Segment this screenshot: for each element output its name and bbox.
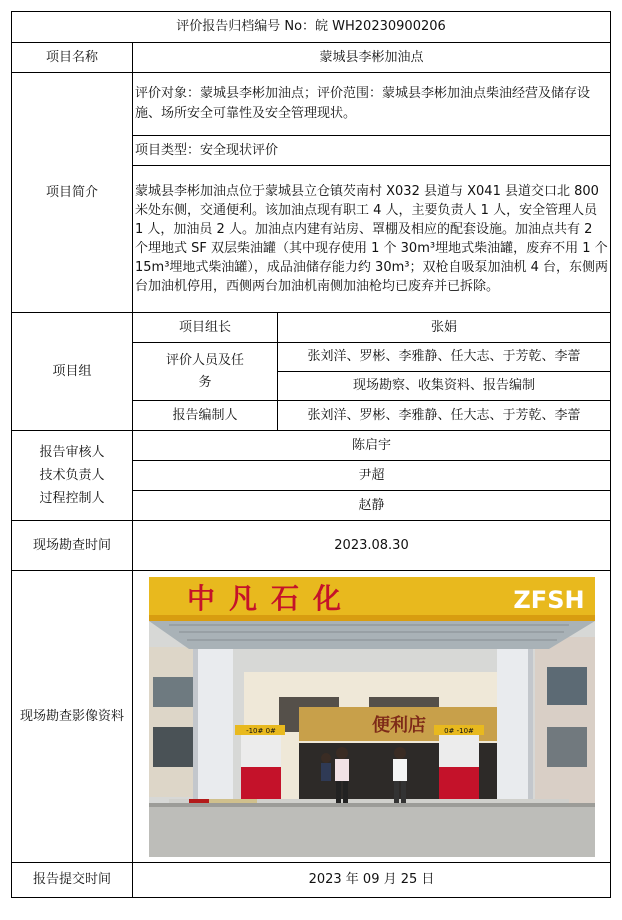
- project-description-text: 蒙城县李彬加油点位于蒙城县立仓镇芡南村 X032 县道与 X041 县道交口北 800 米处东侧，交通便利。该加油点现有职工 4 人，主要负责人 1 人，安全管理人员 1 人，加油员 2 人。加油点内建有站房、罩棚及相应的配套设施。加油点共有 2 个埋地式 SF 双层柴油罐（其中现存使用 1 个 30m³埋地式柴油罐，废弃不用 1 个 15m³埋地式柴油罐），成品油储存能力约 30m³；双枪自吸泵加油机 4 台，东侧两台加油机停用，西侧两台加油机南侧加油枪均已废弃并已拆除。: [133, 166, 611, 313]
- archive-number: 评价报告归档编号 No：皖 WH20230900206: [12, 12, 611, 43]
- project-scope-row: [12, 73, 611, 136]
- survey-photo-label: 现场勘查影像资料: [12, 571, 133, 863]
- survey-time-label: 现场勘查时间: [12, 521, 133, 571]
- project-type-text: 项目类型：安全现状评价: [133, 136, 611, 166]
- reviewer-value: 陈启宇: [133, 431, 611, 461]
- evaluation-report-form: [11, 11, 611, 898]
- process-controller-value: 赵静: [133, 491, 611, 521]
- project-scope-text: 评价对象：蒙城县李彬加油点；评价范围：蒙城县李彬加油点柴油经营及储存设施、场所安全可靠性及安全管理现状。: [133, 73, 611, 136]
- pump-left-label: -10# 0#: [245, 726, 276, 735]
- gas-station-photo: [149, 577, 595, 857]
- canopy-sign: 中凡石化: [186, 581, 355, 615]
- team-leader-label: 项目组长: [133, 313, 278, 343]
- canopy-sign-latin: ZFSH: [512, 585, 585, 614]
- tech-lead-value: 尹超: [133, 461, 611, 491]
- compiler-label: 报告编制人: [133, 401, 278, 431]
- survey-time-value: 2023.08.30: [133, 521, 611, 571]
- submit-time-row: [12, 863, 611, 898]
- survey-time-row: [12, 521, 611, 571]
- survey-photo-row: [12, 571, 611, 863]
- tech-lead-label: 技术负责人: [39, 468, 105, 483]
- project-name-label: 项目名称: [12, 43, 133, 73]
- submit-time-label: 报告提交时间: [12, 863, 133, 898]
- submit-time-value: 2023 年 09 月 25 日: [133, 863, 611, 898]
- project-intro-label: 项目简介: [12, 73, 133, 313]
- team-leader-value: 张娟: [278, 313, 611, 343]
- process-controller-label: 过程控制人: [39, 491, 105, 506]
- pump-right-label: 0# -10#: [443, 726, 474, 735]
- store-sign: 便利店: [371, 714, 426, 736]
- compiler-value: 张刘洋、罗彬、李雅静、任大志、于芳乾、李蕾: [278, 401, 611, 431]
- project-team-label: 项目组: [12, 313, 133, 431]
- team-leader-row: [12, 313, 611, 343]
- reviewer-row: [12, 431, 611, 461]
- tasks-value: 现场勘察、收集资料、报告编制: [278, 372, 611, 401]
- project-name-value: 蒙城县李彬加油点: [133, 43, 611, 73]
- evaluators-value: 张刘洋、罗彬、李雅静、任大志、于芳乾、李蕾: [278, 343, 611, 372]
- archive-row: [12, 12, 611, 43]
- reviewer-label: 报告审核人: [39, 445, 105, 460]
- evaluators-label: 评价人员及任务: [133, 343, 278, 401]
- survey-photo-cell: [133, 571, 611, 863]
- reviewer-labels: [12, 431, 133, 521]
- project-name-row: [12, 43, 611, 73]
